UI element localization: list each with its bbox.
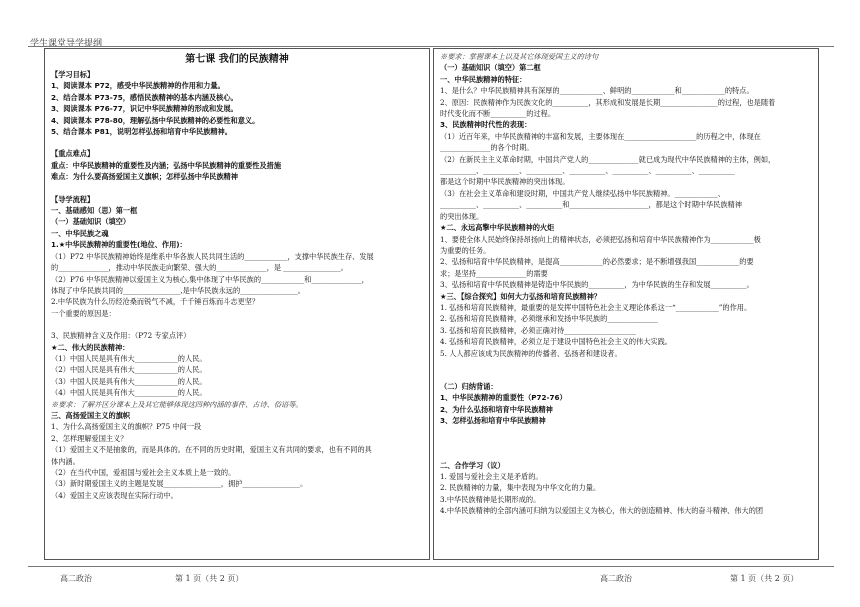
right-line: 3. 弘扬和培育民族精神，必须正确对待____________________ (440, 325, 637, 335)
left-line: 一个重要的原因是： (51, 308, 116, 318)
right-line: 2. 弘扬和培育民族精神，必须继承和发扬中华民族的______________ (440, 314, 658, 324)
left-line: 一、中华民族之魂 (51, 228, 109, 238)
right-line: 2、原因：民族精神作为民族文化的__________，其形成和发展是长期________________的过程，也是随着 (440, 97, 776, 107)
left-line: ※要求：了解并区分课本上及其它能够体现这四种内涵的事件、古诗、俗语等。 (51, 399, 303, 409)
right-line: 1. 爱国与爱社会主义是矛盾的。 (440, 472, 543, 481)
right-line (440, 359, 812, 381)
right-line: 1、是什么？中华民族精神具有深厚的____________、鲜明的____________和____________的特点。 (440, 86, 754, 96)
right-page-column (433, 48, 819, 560)
right-line: 3、怎样弘扬和培育中华民族精神 (440, 416, 546, 426)
right-line: 的突出体现。 (440, 211, 484, 221)
left-line: 【学习目标】 (51, 70, 95, 79)
left-content (51, 69, 423, 501)
right-line: ★二、永远高擎中华民族精神的火炬 (440, 223, 555, 233)
footer-subject-left: 高二政治 (60, 574, 92, 583)
footer-rule (28, 566, 834, 567)
left-line: 4、阅读课本 P78-80，理解弘扬中华民族精神的必要性和意义。 (51, 115, 260, 125)
footer-subject-right: 高二政治 (600, 574, 632, 583)
right-line: __________、__________、__________和______________________，都是这个时期中华民族精神 (440, 200, 742, 210)
footer-page-right: 第 1 页（共 2 页） (730, 574, 799, 583)
right-line: 3.中华民族精神是长期形成的。 (440, 494, 541, 504)
left-line (51, 137, 423, 148)
right-line: 都是这个时期中华民族精神的突出体现。 (440, 177, 570, 187)
right-line (440, 449, 812, 460)
left-line: 难点：为什么要高扬爱国主义旗帜；怎样弘扬中华民族精神 (51, 172, 238, 182)
left-line: 体现了中华民族共同的________________,是中华民族永远的________________。 (51, 285, 305, 295)
right-line: 3、民族精神时代性的表现： (440, 120, 532, 130)
lesson-title: 第七课 我们的民族精神 (185, 54, 289, 65)
right-line: 求；是坚持______________的需要 (440, 268, 548, 278)
right-line: （一）基础知识（填空）第二框 (440, 63, 541, 73)
right-line: 4.中华民族精神的全部内涵可归纳为以爱国主义为核心，伟大的创造精神、伟大的奋斗精神、伟大的团 (440, 506, 764, 516)
left-line: （1）中国人民是具有伟大____________的人民。 (51, 353, 207, 363)
right-line: （2）在新民主主义革命时期，中国共产党人的______________就已成为现代中华民族精神的主体，例如， (440, 154, 776, 164)
left-line: 2.中华民族为什么历经沧桑而锐气不减，千千锤百炼而斗志更坚？ (51, 297, 260, 307)
document-header: 学生课堂导学提纲 (30, 39, 103, 49)
left-line: 2、结合课本 P73-75，感悟民族精神的基本内涵及核心。 (51, 92, 238, 102)
left-line: 体内涵。 (51, 456, 80, 466)
left-line: 的______________，推动中华民族走向繁荣、强大的______________，是 ________________。 (51, 263, 348, 273)
right-line: 时代变化而不断__________的过程。 (440, 109, 556, 119)
left-line: 【重点难点】 (51, 149, 95, 159)
right-line: 4. 弘扬和培育民族精神，必须立足于建设中国特色社会主义的伟大实践。 (440, 337, 672, 347)
left-line: 5、结合课本 P81，说明怎样弘扬和培育中华民族精神。 (51, 127, 232, 137)
left-line: （4）中国人民是具有伟大____________的人民。 (51, 388, 207, 398)
left-line: （2）P76 中华民族精神以爱国主义为核心,集中体现了中华民族的____________和______________， (51, 274, 369, 284)
right-line: 为重要的任务。 (440, 245, 491, 255)
right-content (440, 51, 812, 517)
right-line: __________、__________、__________、__________、__________、__________、__________ (440, 166, 735, 176)
left-line: 3、阅读课本 P76-77，识记中华民族精神的形成和发展。 (51, 104, 238, 114)
right-line: 1. 弘扬和培育民族精神，最重要的是发挥中国特色社会主义理论体系这一“____________”的作用。 (440, 302, 752, 312)
header-rule (28, 46, 834, 47)
left-line: 1.★中华民族精神的重要性(地位、作用)： (51, 240, 187, 250)
right-line: 5. 人人都应该成为民族精神的传播者、弘扬者和建设者。 (440, 348, 622, 358)
right-line: 3、弘扬和培育中华民族精神是铸造中华民族的__________，为中华民族的生存和发展__________。 (440, 280, 754, 290)
left-line: 3、民族精神含义及作用：（P72 专家点评） (51, 331, 191, 341)
right-line: 二、合作学习（议） (440, 460, 505, 470)
left-line: （2）中国人民是具有伟大____________的人民。 (51, 365, 207, 375)
left-line: （一）基础知识（填空） (51, 217, 131, 227)
right-line: 2、弘扬和培育中华民族精神，是提高____________的必然要求；是不断增强我国____________的要 (440, 257, 754, 267)
left-line (51, 183, 423, 194)
right-line: 一、中华民族精神的特征： (440, 74, 527, 84)
footer-page-left: 第 1 页（共 2 页） (175, 574, 244, 583)
left-page-column (44, 48, 430, 560)
left-line: ★二、伟大的民族精神： (51, 342, 130, 352)
right-line: 2、为什么弘扬和培育中华民族精神 (440, 404, 553, 414)
left-line: 1、阅读课本 P72，感受中华民族精神的作用和力量。 (51, 81, 225, 91)
right-line: （3）在社会主义革命和建设时期，中国共产党人继续弘扬中华民族精神。____________、 (440, 188, 725, 198)
left-line: （2）在当代中国，爱祖国与爱社会主义本质上是一致的。 (51, 468, 236, 477)
left-line (51, 319, 423, 330)
right-line: 2. 民族精神的力量，集中表现为中华文化的力量。 (440, 483, 601, 493)
right-line: ______________的各个时期。 (440, 143, 534, 153)
left-line: 一、基础感知（思）第一框 (51, 206, 138, 216)
right-line: 1、中华民族精神的重要性（P72-76） (440, 393, 567, 403)
left-line: 2、怎样理解爱国主义？ (51, 433, 128, 443)
left-line: （3）中国人民是具有伟大____________的人民。 (51, 376, 207, 386)
right-line: 1、要使全体人民始终保持昂扬向上的精神状态，必须把弘扬和培育中华民族精神作为____________极 (440, 234, 761, 244)
left-line: 【导学流程】 (51, 194, 95, 204)
left-line: 重点：中华民族精神的重要性及内涵；弘扬中华民族精神的重要性及措施 (51, 160, 282, 170)
right-line: （二）归纳背诵： (440, 381, 498, 391)
right-line (440, 427, 812, 449)
left-line: （1）爱国主义不是抽象的，而是具体的。在不同的历史时期，爱国主义有共同的要求，也有不同的具 (51, 445, 372, 455)
right-line: ★三、【综合探究】如何大力弘扬和培育民族精神？ (440, 291, 601, 301)
right-line: ※要求：掌握课本上以及其它体现爱国主义的诗句 (440, 52, 599, 61)
left-line: （3）新时期爱国主义的主题是发展________________，拥护________________。 (51, 479, 308, 489)
left-line: 1、为什么高扬爱国主义的旗帜？P75 中间一段 (51, 422, 202, 432)
right-line: （1）近百年来，中华民族精神的丰富和发展，主要体现在____________________的历程之中，体现在 (440, 131, 761, 141)
left-line: （4）爱国主义应该表现在实际行动中。 (51, 490, 178, 500)
left-line: 三、高扬爱国主义的旗帜 (51, 410, 131, 420)
left-line: （1）P72 中华民族精神始终是维系中华各族人民共同生活的____________，支撑中华民族生存、发展 (51, 251, 374, 261)
